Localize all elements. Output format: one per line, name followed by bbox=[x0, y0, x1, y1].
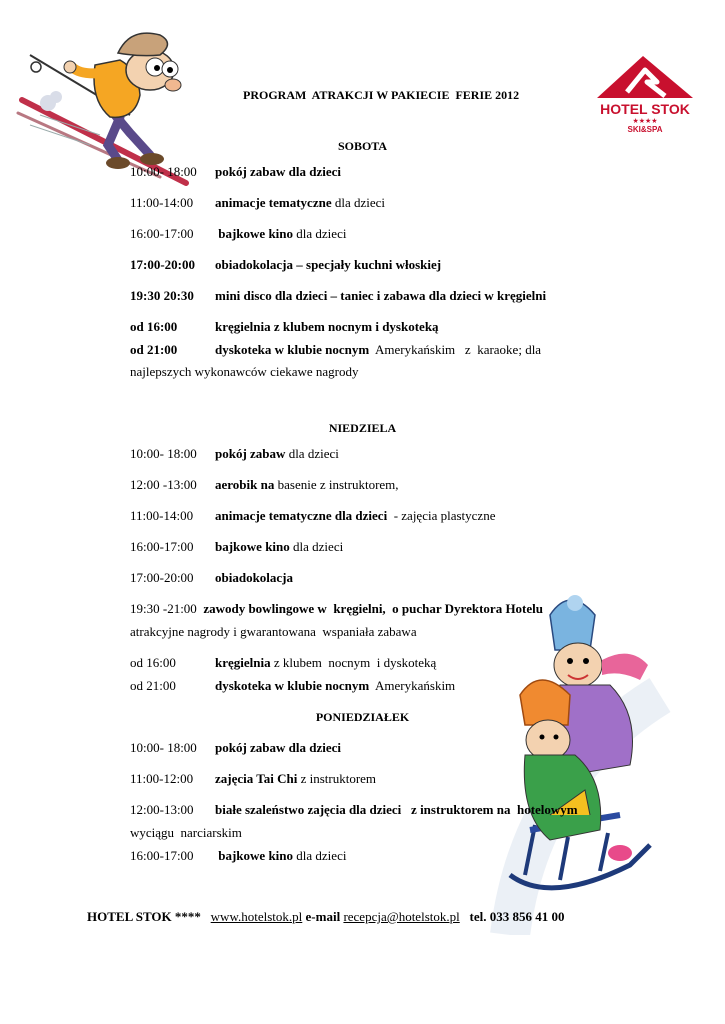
poniedzialek-row-3 bbox=[130, 802, 578, 818]
row-time: 16:00-17:00 bbox=[130, 226, 194, 241]
row-activity: dyskoteka w klubie nocnym bbox=[215, 678, 370, 693]
row-time: od 16:00 bbox=[130, 655, 176, 670]
heading-niedziela: NIEDZIELA bbox=[328, 421, 397, 435]
row-time: 11:00-14:00 bbox=[130, 195, 194, 210]
row-activity: animacje tematyczne bbox=[215, 195, 332, 210]
row-activity: obiadokolacja – specjały kuchni włoskiej bbox=[215, 257, 442, 272]
row-activity: bajkowe kino bbox=[215, 848, 294, 863]
niedziela-row-1 bbox=[130, 446, 339, 462]
row-activity: zawody bowlingowe w kręgielni, o puchar Dyrektora Hotelu bbox=[200, 601, 543, 616]
row-activity: białe szaleństwo zajęcia dla dzieci z instruktorem na hotelowym bbox=[215, 802, 578, 817]
footer-email-label: e-mail bbox=[305, 909, 341, 924]
row-time: od 16:00 bbox=[130, 319, 178, 334]
page-title: PROGRAM ATRAKCJI W PAKIECIE FERIE 2012 bbox=[243, 88, 520, 102]
sled-children-illustration bbox=[490, 575, 680, 935]
skier-illustration bbox=[10, 5, 190, 190]
row-activity: pokój zabaw dla dzieci bbox=[215, 164, 342, 179]
row-time: 10:00- 18:00 bbox=[130, 164, 197, 179]
row-detail: dla dzieci bbox=[331, 195, 386, 210]
niedziela-bowling-row bbox=[130, 601, 543, 617]
footer-hotel-name: HOTEL STOK **** bbox=[87, 909, 201, 924]
row-time: 16:00-17:00 bbox=[130, 848, 194, 863]
row-time: 19:30 -21:00 bbox=[130, 601, 201, 616]
row-detail: z klubem nocnym i dyskoteką bbox=[270, 655, 437, 670]
row-time: od 21:00 bbox=[130, 678, 176, 693]
niedziela-bowling-continuation: atrakcyjne nagrody i gwarantowana wspaniała zabawa bbox=[130, 624, 417, 639]
row-time: 11:00-12:00 bbox=[130, 771, 194, 786]
footer-website-link[interactable]: www.hotelstok.pl bbox=[210, 909, 303, 924]
niedziela-row-3 bbox=[130, 508, 495, 524]
sobota-row-2 bbox=[130, 195, 385, 211]
niedziela-row-6 bbox=[130, 655, 436, 671]
row-activity: aerobik na bbox=[215, 477, 275, 492]
footer-phone: tel. 033 856 41 00 bbox=[469, 909, 565, 924]
poniedzialek-continuation: wyciągu narciarskim bbox=[130, 825, 242, 840]
row-detail: Amerykańskim z karaoke; dla bbox=[369, 342, 542, 357]
heading-sobota: SOBOTA bbox=[337, 139, 388, 153]
sobota-row-6 bbox=[130, 319, 439, 335]
logo-stars: ★★★★ bbox=[632, 117, 658, 125]
row-activity: bajkowe kino bbox=[215, 539, 290, 554]
logo-sub: SKI&SPA bbox=[627, 125, 663, 134]
niedziela-row-4 bbox=[130, 539, 343, 555]
row-activity: kręgielnia z klubem nocnym i dyskoteką bbox=[215, 319, 439, 334]
row-detail: dla dzieci bbox=[289, 539, 344, 554]
sobota-row-4 bbox=[130, 257, 441, 273]
poniedzialek-row-1 bbox=[130, 740, 341, 756]
row-activity: kręgielnia bbox=[215, 655, 271, 670]
sobota-row-3 bbox=[130, 226, 346, 242]
sobota-row-5 bbox=[130, 288, 546, 304]
row-detail: - zajęcia plastyczne bbox=[387, 508, 496, 523]
row-detail: basenie z instruktorem, bbox=[274, 477, 399, 492]
sobota-row-1 bbox=[130, 164, 341, 180]
row-activity: dyskoteka w klubie nocnym bbox=[215, 342, 370, 357]
row-time: 10:00- 18:00 bbox=[130, 446, 197, 461]
row-time: 12:00-13:00 bbox=[130, 802, 194, 817]
row-activity: obiadokolacja bbox=[215, 570, 294, 585]
row-detail: dla dzieci bbox=[293, 226, 347, 241]
row-activity: pokój zabaw dla dzieci bbox=[215, 740, 342, 755]
sobota-continuation: najlepszych wykonawców ciekawe nagrody bbox=[130, 364, 359, 379]
niedziela-row-2 bbox=[130, 477, 399, 493]
heading-poniedzialek: PONIEDZIAŁEK bbox=[315, 710, 410, 724]
row-activity: mini disco dla dzieci – taniec i zabawa dla dzieci w kręgielni bbox=[215, 288, 547, 303]
row-time: 17:00-20:00 bbox=[130, 257, 195, 272]
logo-name: HOTEL STOK bbox=[600, 101, 690, 117]
row-time: 11:00-14:00 bbox=[130, 508, 194, 523]
hotel-stok-logo bbox=[595, 52, 695, 134]
poniedzialek-row-4 bbox=[130, 848, 346, 864]
niedziela-row-7 bbox=[130, 678, 455, 694]
row-detail: Amerykańskim bbox=[369, 678, 456, 693]
row-activity: pokój zabaw bbox=[215, 446, 286, 461]
poniedzialek-row-2 bbox=[130, 771, 376, 787]
row-time: 19:30 20:30 bbox=[130, 288, 194, 303]
row-time: 10:00- 18:00 bbox=[130, 740, 197, 755]
footer bbox=[87, 909, 564, 925]
niedziela-row-5 bbox=[130, 570, 293, 586]
sobota-row-7 bbox=[130, 342, 541, 358]
footer-email-link[interactable]: recepcja@hotelstok.pl bbox=[343, 909, 460, 924]
row-time: od 21:00 bbox=[130, 342, 178, 357]
row-detail: z instruktorem bbox=[297, 771, 377, 786]
row-time: 17:00-20:00 bbox=[130, 570, 194, 585]
row-detail: dla dzieci bbox=[293, 848, 347, 863]
row-activity: bajkowe kino bbox=[215, 226, 294, 241]
row-time: 12:00 -13:00 bbox=[130, 477, 197, 492]
row-activity: zajęcia Tai Chi bbox=[215, 771, 298, 786]
row-activity: animacje tematyczne dla dzieci bbox=[215, 508, 388, 523]
row-time: 16:00-17:00 bbox=[130, 539, 194, 554]
row-detail: dla dzieci bbox=[285, 446, 339, 461]
